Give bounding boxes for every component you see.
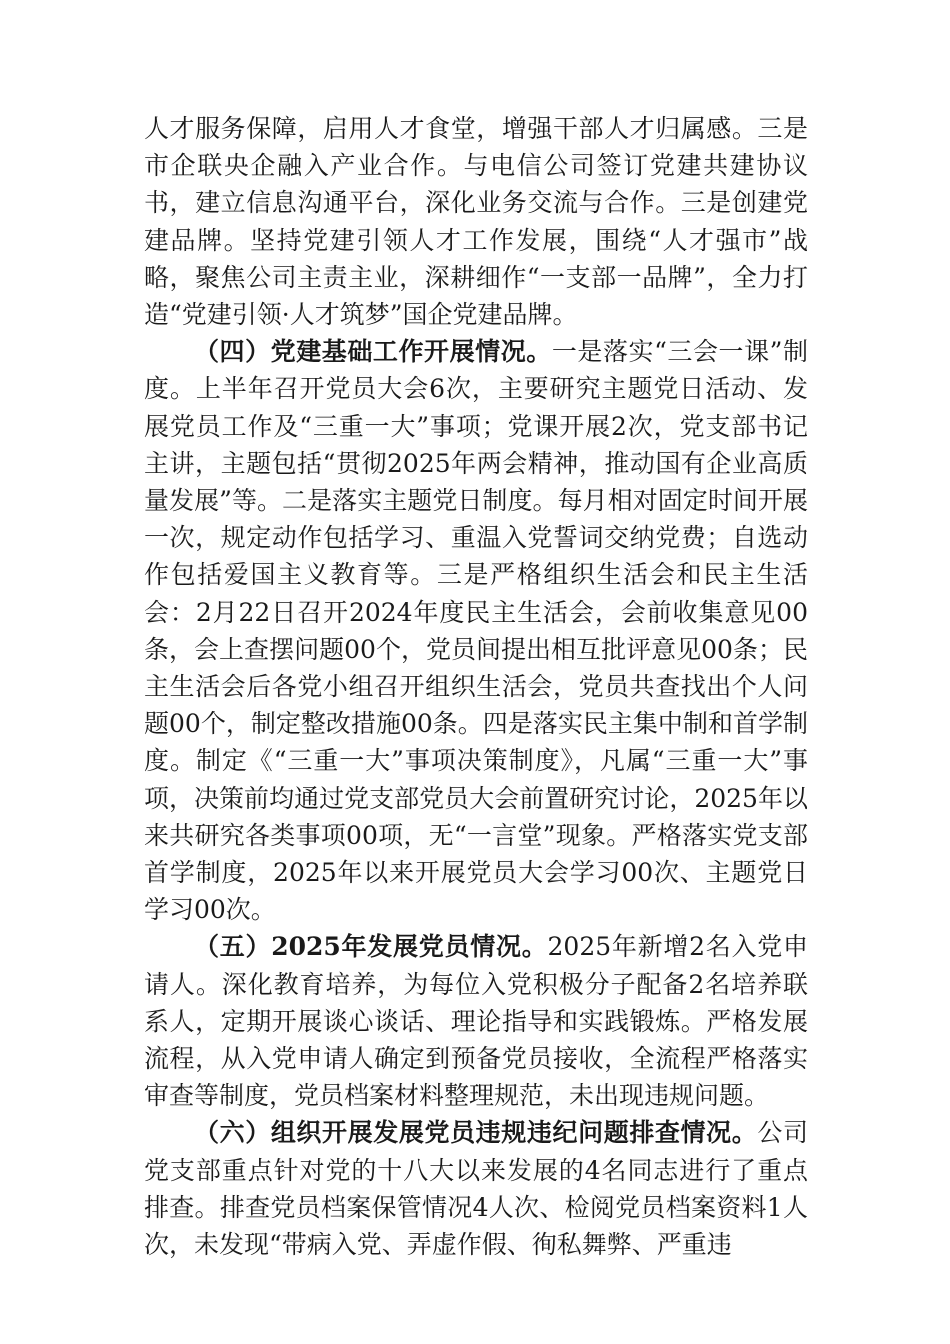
section-heading: （五）2025年发展党员情况。 xyxy=(194,932,548,962)
paragraph-section-6 xyxy=(144,1114,808,1263)
paragraph-body: 公司党支部重点针对党的十八大以来发展的4名同志进行了重点排查。排查党员档案保管情况4人次、检阅党员档案资料1人次，未发现“带病入党、弄虚作假、徇私舞弊、严重违 xyxy=(144,1118,808,1260)
paragraph-body: 2025年新增2名入党申请人。深化教育培养，为每位入党积极分子配备2名培养联系人，定期开展谈心谈话、理论指导和实践锻炼。严格发展流程，从入党申请人确定到预备党员接收，全流程严格落实审查等制度，党员档案材料整理规范，未出现违规问题。 xyxy=(144,932,808,1111)
paragraph-body: 一是落实“三会一课”制度。上半年召开党员大会6次，主要研究主题党日活动、发展党员工作及“三重一大”事项；党课开展2次，党支部书记主讲，主题包括“贯彻2025年两会精神，推动国有企业高质量发展”等。二是落实主题党日制度。每月相对固定时间开展一次，规定动作包括学习、重温入党誓词交纳党费；自选动作包括爱国主义教育等。三是严格组织生活会和民主生活会：2月22日召开2024年度民主生活会，会前收集意见00条，会上查摆问题00个，党员间提出相互批评意见00条；民主生活会后各党小组召开组织生活会，党员共查找出个人问题00个，制定整改措施00条。四是落实民主集中制和首学制度。制定《“三重一大”事项决策制度》，凡属“三重一大”事项，决策前均通过党支部党员大会前置研究讨论，2025年以来共研究各类事项00项，无“一言堂”现象。严格落实党支部首学制度，2025年以来开展党员大会学习00次、主题党日学习00次。 xyxy=(144,337,808,925)
document-page xyxy=(144,110,808,1263)
paragraph-section-5 xyxy=(144,928,808,1114)
section-heading: （六）组织开展发展党员违规违纪问题排查情况。 xyxy=(194,1118,758,1148)
paragraph-continued xyxy=(144,110,808,333)
paragraph-body: 人才服务保障，启用人才食堂，增强干部人才归属感。三是市企联央企融入产业合作。与电信公司签订党建共建协议书，建立信息沟通平台，深化业务交流与合作。三是创建党建品牌。坚持党建引领人才工作发展，围绕“人才强市”战略，聚焦公司主责主业，深耕细作“一支部一品牌”，全力打造“党建引领·人才筑梦”国企党建品牌。 xyxy=(144,114,808,330)
section-heading: （四）党建基础工作开展情况。 xyxy=(194,337,552,367)
paragraph-section-4 xyxy=(144,333,808,928)
